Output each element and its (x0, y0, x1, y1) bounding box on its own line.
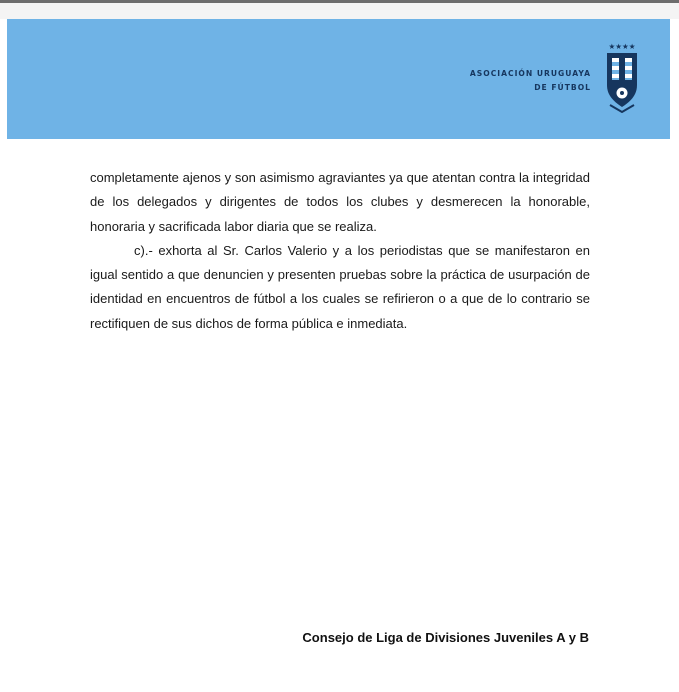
crest-stars: ★★★★ (608, 42, 636, 51)
auf-crest-logo (604, 41, 640, 113)
page-margin (0, 3, 679, 19)
signature: Consejo de Liga de Divisiones Juveniles A y B (302, 630, 589, 645)
org-name-line-1: ASOCIACIÓN URUGUAYA (469, 69, 591, 78)
paragraph-1: completamente ajenos y son asimismo agraviantes ya que atentan contra la integridad de los delegados y dirigentes de todos los clubes y desmerecen la honorable, honoraria y sacrificada labor diaria que se realiza. (90, 170, 590, 234)
paragraph-2: c).- exhorta al Sr. Carlos Valerio y a los periodistas que se manifestaron en igual sentido a que denuncien y presenten pruebas sobre la práctica de usurpación de identidad en encuentros de fútbol a los cuales se refirieron o a que de lo contrario se rectifiquen de sus dichos de forma pública e inmediata. (90, 242, 590, 331)
document-body (90, 166, 590, 336)
org-name (470, 67, 591, 95)
org-name-line-2: DE FÚTBOL (534, 83, 591, 92)
